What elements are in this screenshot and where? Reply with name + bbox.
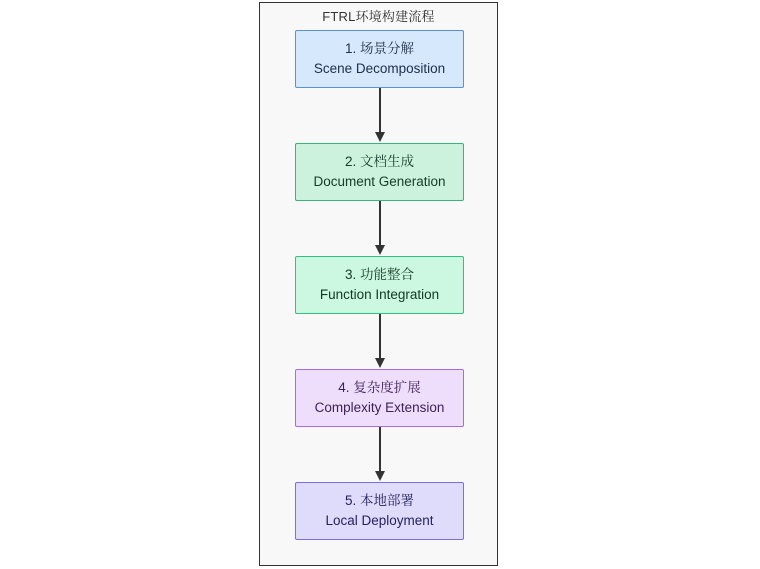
- connector-4-to-5: [379, 427, 381, 472]
- node-label-zh: 5. 本地部署: [344, 493, 414, 508]
- flowchart-title: FTRL环境构建流程: [322, 9, 435, 24]
- connector-3-to-4: [379, 314, 381, 359]
- node-complexity-extension[interactable]: [295, 369, 464, 427]
- node-scene-decomposition[interactable]: [295, 30, 464, 88]
- connector-2-to-3: [379, 201, 381, 246]
- node-label-en: Document Generation: [313, 174, 446, 189]
- connector-1-to-2: [379, 88, 381, 133]
- node-function-integration[interactable]: [295, 256, 464, 314]
- node-label-en: Local Deployment: [325, 513, 434, 528]
- node-label-en: Complexity Extension: [314, 400, 445, 415]
- node-document-generation[interactable]: [295, 143, 464, 201]
- node-label-zh: 1. 场景分解: [344, 41, 414, 56]
- node-label-zh: 4. 复杂度扩展: [338, 380, 421, 395]
- node-label-zh: 2. 文档生成: [344, 154, 414, 169]
- node-local-deployment[interactable]: [295, 482, 464, 540]
- node-label-en: Scene Decomposition: [313, 61, 446, 76]
- node-label-zh: 3. 功能整合: [344, 267, 414, 282]
- node-label-en: Function Integration: [319, 287, 440, 302]
